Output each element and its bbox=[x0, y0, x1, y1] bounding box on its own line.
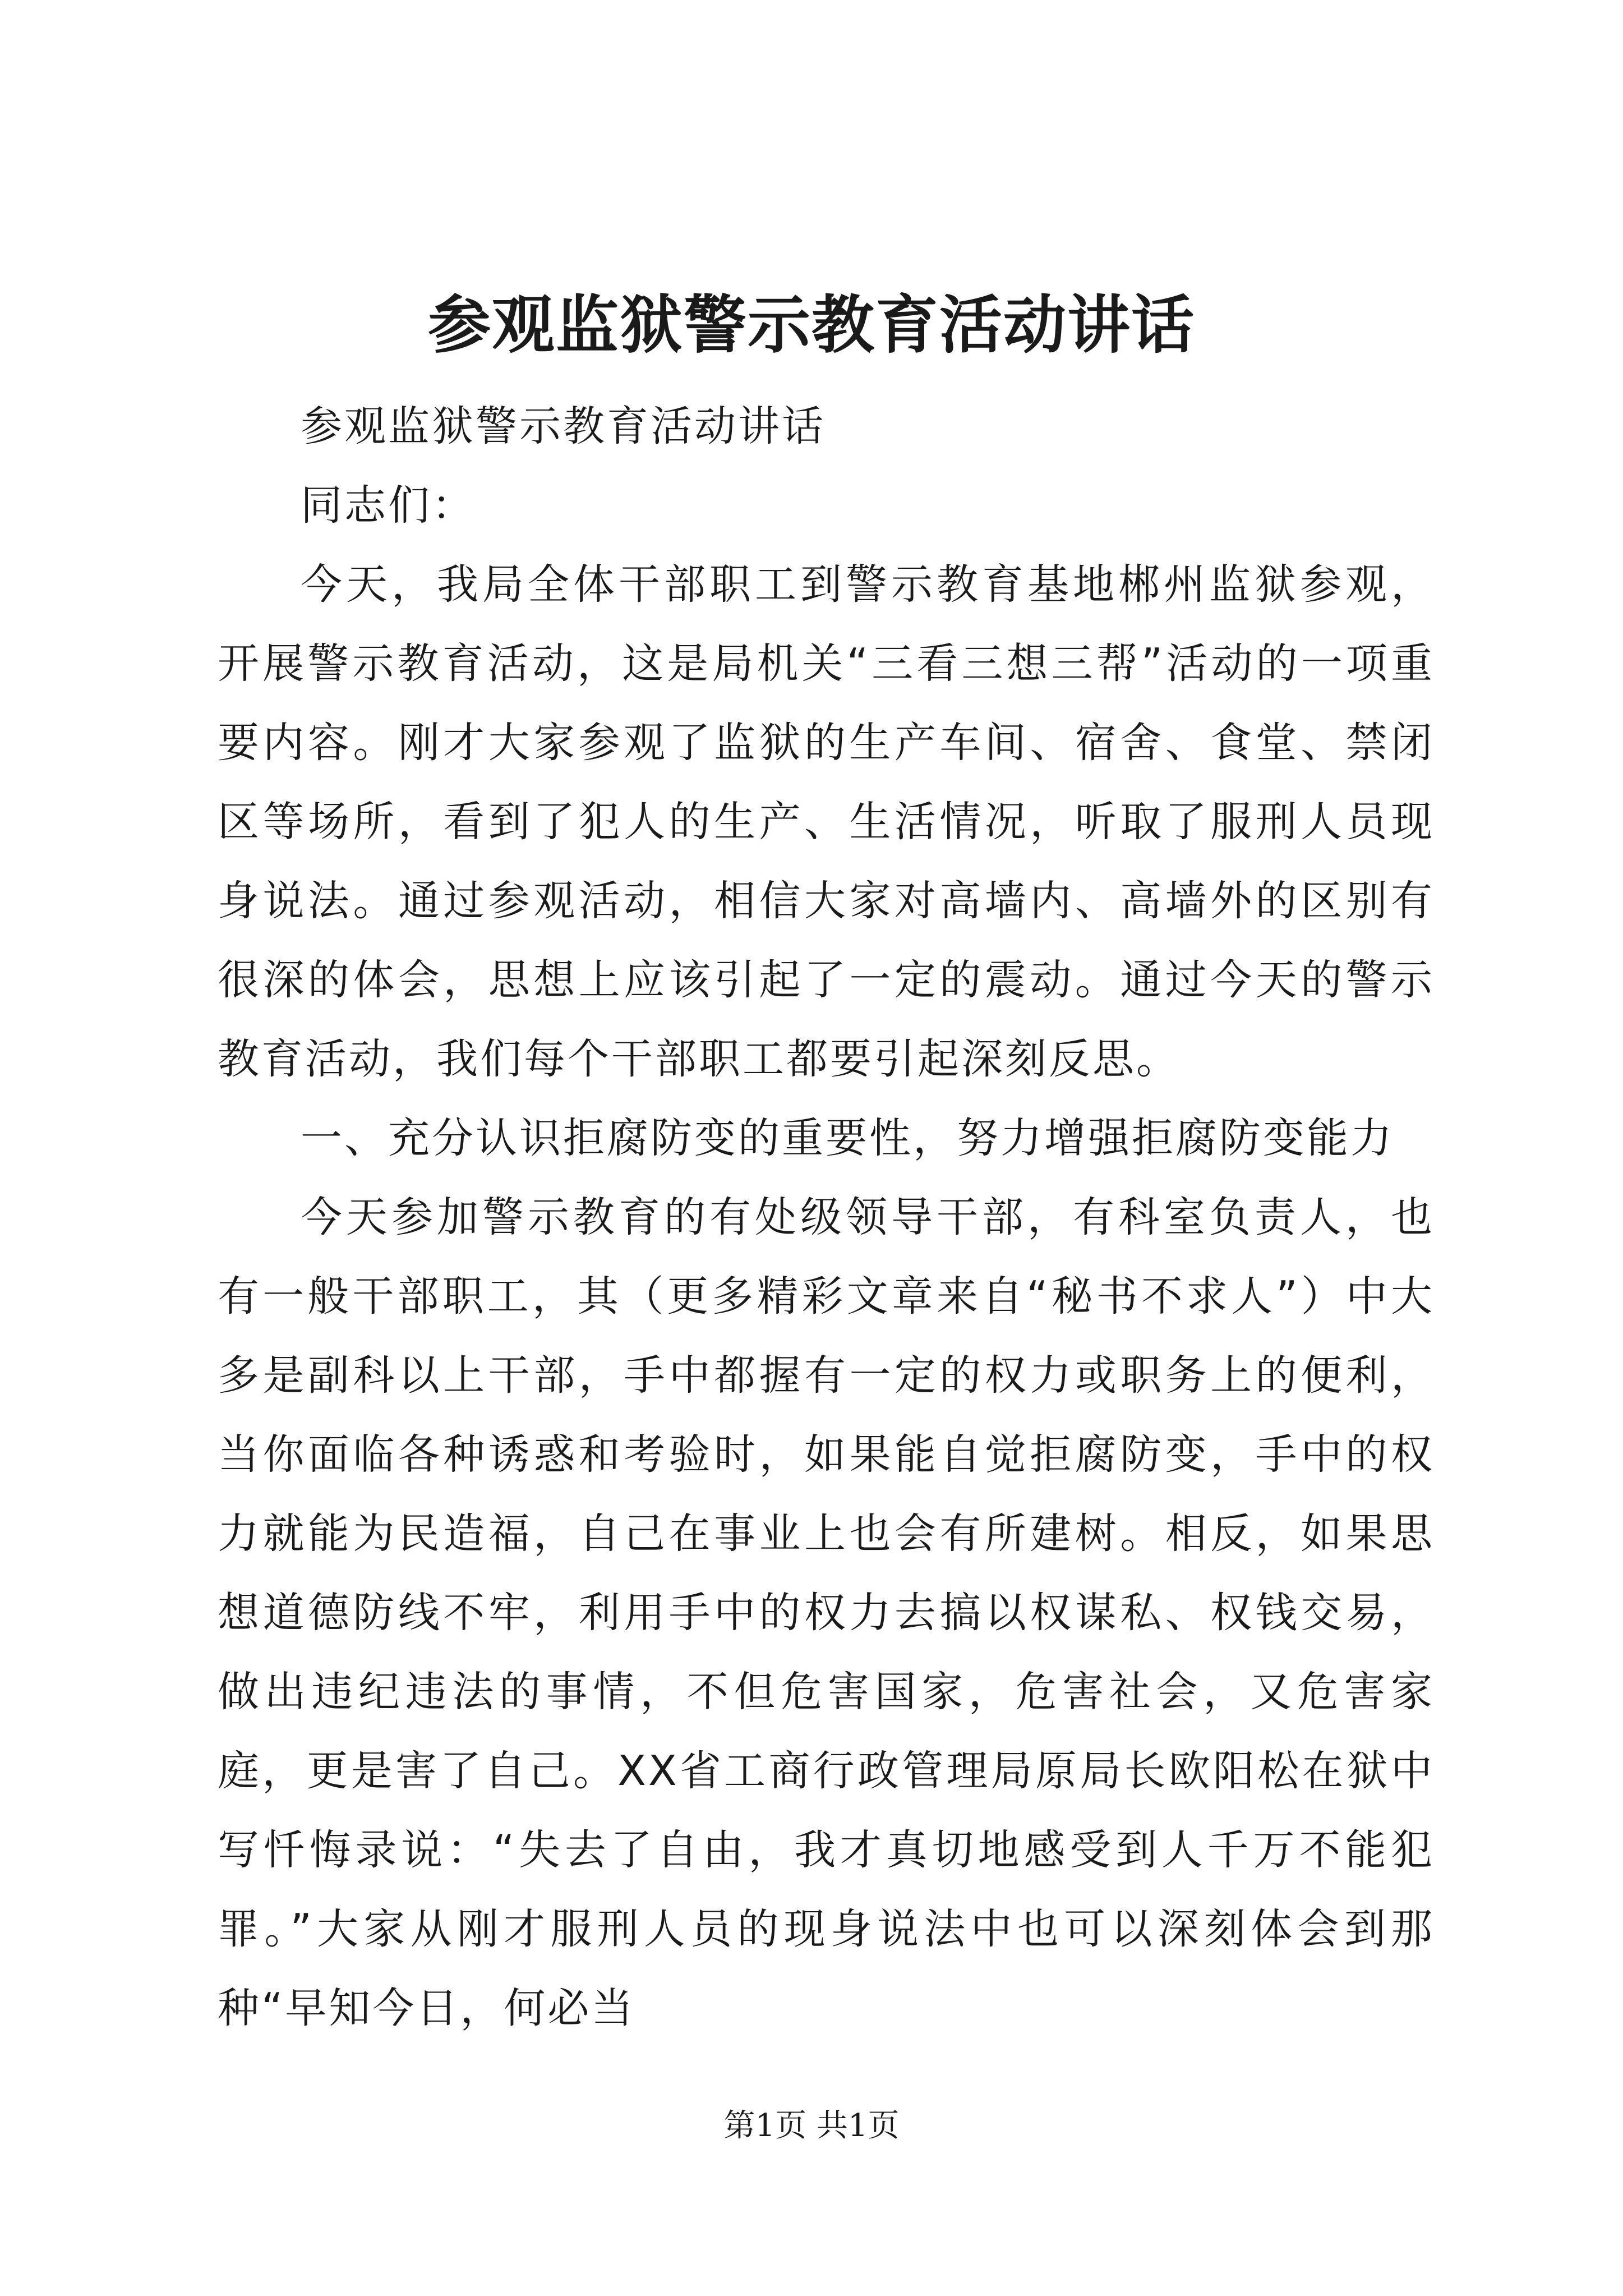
section-heading: 一、充分认识拒腐防变的重要性，努力增强拒腐防变能力 bbox=[301, 1114, 1394, 1162]
body-paragraph: 今天参加警示教育的有处级领导干部，有科室负责人，也有一般干部职工，其（更多精彩文章来自“秘书不求人”）中大多是副科以上干部，手中都握有一定的权力或职务上的便利，当你面临各种诱惑和考验时，如果能自觉拒腐防变，手中的权力就能为民造福，自己在事业上也会有所建树。相反，如果思想道德防线不牢，利用手中的权力去搞以权谋私、权钱交易，做出违纪违法的事情，不但危害国家，危害社会，又危害家庭，更是害了自己。XX省工商行政管理局原局长欧阳松在狱中写忏悔录说：“失去了自由，我才真切地感受到人千万不能犯罪。”大家从刚才服刑人员的现身说法中也可以深刻体会到那种“早知今日，何必当 bbox=[218, 1193, 1435, 2032]
document-body bbox=[218, 387, 1435, 2048]
document-title: 参观监狱警示教育活动讲话 bbox=[428, 288, 1195, 362]
body-paragraph: 今天，我局全体干部职工到警示教育基地郴州监狱参观，开展警示教育活动，这是局机关“三看三想三帮”活动的一项重要内容。刚才大家参观了监狱的生产车间、宿舍、食堂、禁闭区等场所，看到了犯人的生产、生活情况，听取了服刑人员现身说法。通过参观活动，相信大家对高墙内、高墙外的区别有很深的体会，思想上应该引起了一定的震动。通过今天的警示教育活动，我们每个干部职工都要引起深刻反思。 bbox=[218, 560, 1435, 1083]
subtitle-paragraph: 参观监狱警示教育活动讲话 bbox=[301, 402, 826, 450]
page-footer: 第1页 共1页 bbox=[723, 2108, 900, 2144]
salutation-paragraph: 同志们： bbox=[301, 481, 476, 530]
